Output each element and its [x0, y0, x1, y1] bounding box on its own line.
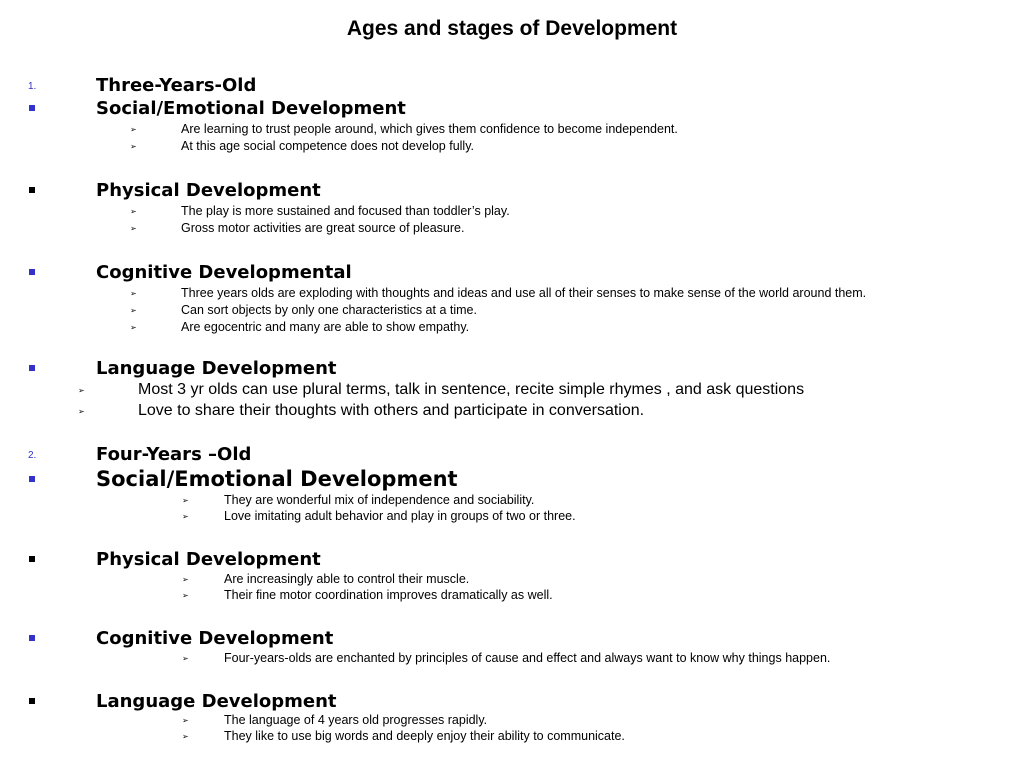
square-bullet-icon: [29, 365, 35, 371]
age-group-heading: Three-Years-Old: [96, 75, 257, 96]
arrowhead-bullet-icon: ➢: [182, 575, 189, 584]
arrowhead-bullet-icon: ➢: [130, 207, 137, 216]
square-bullet-icon: [29, 187, 35, 193]
bullet-text: They like to use big words and deeply enjoy their ability to communicate.: [224, 729, 625, 743]
square-bullet-icon: [29, 105, 35, 111]
bullet-text: At this age social competence does not develop fully.: [181, 139, 474, 153]
section-heading: Language Development: [96, 358, 337, 379]
square-bullet-icon: [29, 476, 35, 482]
arrowhead-bullet-icon: ➢: [130, 323, 137, 332]
list-number: 2.: [28, 450, 37, 461]
arrowhead-bullet-icon: ➢: [78, 386, 85, 395]
bullet-text: Gross motor activities are great source of pleasure.: [181, 221, 465, 235]
arrowhead-bullet-icon: ➢: [130, 289, 137, 298]
square-bullet-icon: [29, 635, 35, 641]
bullet-text: Love to share their thoughts with others and participate in conversation.: [138, 402, 645, 419]
arrowhead-bullet-icon: ➢: [78, 407, 85, 416]
bullet-text: Are egocentric and many are able to show empathy.: [181, 320, 470, 334]
age-group-heading: Four-Years –Old: [96, 444, 252, 465]
section-heading: Physical Development: [96, 180, 321, 201]
arrowhead-bullet-icon: ➢: [182, 732, 189, 741]
bullet-text: Are learning to trust people around, which gives them confidence to become independent.: [181, 122, 678, 136]
arrowhead-bullet-icon: ➢: [182, 512, 189, 521]
section-heading: Physical Development: [96, 549, 321, 570]
section-heading: Cognitive Developmental: [96, 262, 352, 283]
list-number: 1.: [28, 81, 37, 92]
arrowhead-bullet-icon: ➢: [182, 591, 189, 600]
bullet-text: They are wonderful mix of independence and sociability.: [224, 493, 535, 507]
arrowhead-bullet-icon: ➢: [130, 125, 137, 134]
bullet-text: Can sort objects by only one characteristics at a time.: [181, 303, 477, 317]
square-bullet-icon: [29, 698, 35, 704]
arrowhead-bullet-icon: ➢: [182, 654, 189, 663]
section-heading: Social/Emotional Development: [96, 467, 458, 491]
bullet-text: Three years olds are exploding with thoughts and ideas and use all of their senses to make sense of the world around them.: [181, 286, 867, 300]
bullet-text: Most 3 yr olds can use plural terms, talk in sentence, recite simple rhymes , and ask questions: [138, 381, 805, 398]
bullet-text: Love imitating adult behavior and play in groups of two or three.: [224, 509, 576, 523]
section-heading: Cognitive Development: [96, 628, 334, 649]
arrowhead-bullet-icon: ➢: [182, 716, 189, 725]
arrowhead-bullet-icon: ➢: [130, 142, 137, 151]
square-bullet-icon: [29, 556, 35, 562]
square-bullet-icon: [29, 269, 35, 275]
page-title: Ages and stages of Development: [346, 17, 678, 40]
arrowhead-bullet-icon: ➢: [130, 224, 137, 233]
bullet-text: The language of 4 years old progresses rapidly.: [224, 713, 488, 727]
section-heading: Social/Emotional Development: [96, 98, 406, 119]
bullet-text: Four-years-olds are enchanted by principles of cause and effect and always want to know why things happen.: [224, 651, 831, 665]
bullet-text: Their fine motor coordination improves dramatically as well.: [224, 588, 553, 602]
arrowhead-bullet-icon: ➢: [130, 306, 137, 315]
bullet-text: Are increasingly able to control their muscle.: [224, 572, 470, 586]
section-heading: Language Development: [96, 691, 337, 712]
arrowhead-bullet-icon: ➢: [182, 496, 189, 505]
bullet-text: The play is more sustained and focused than toddler’s play.: [181, 204, 510, 218]
